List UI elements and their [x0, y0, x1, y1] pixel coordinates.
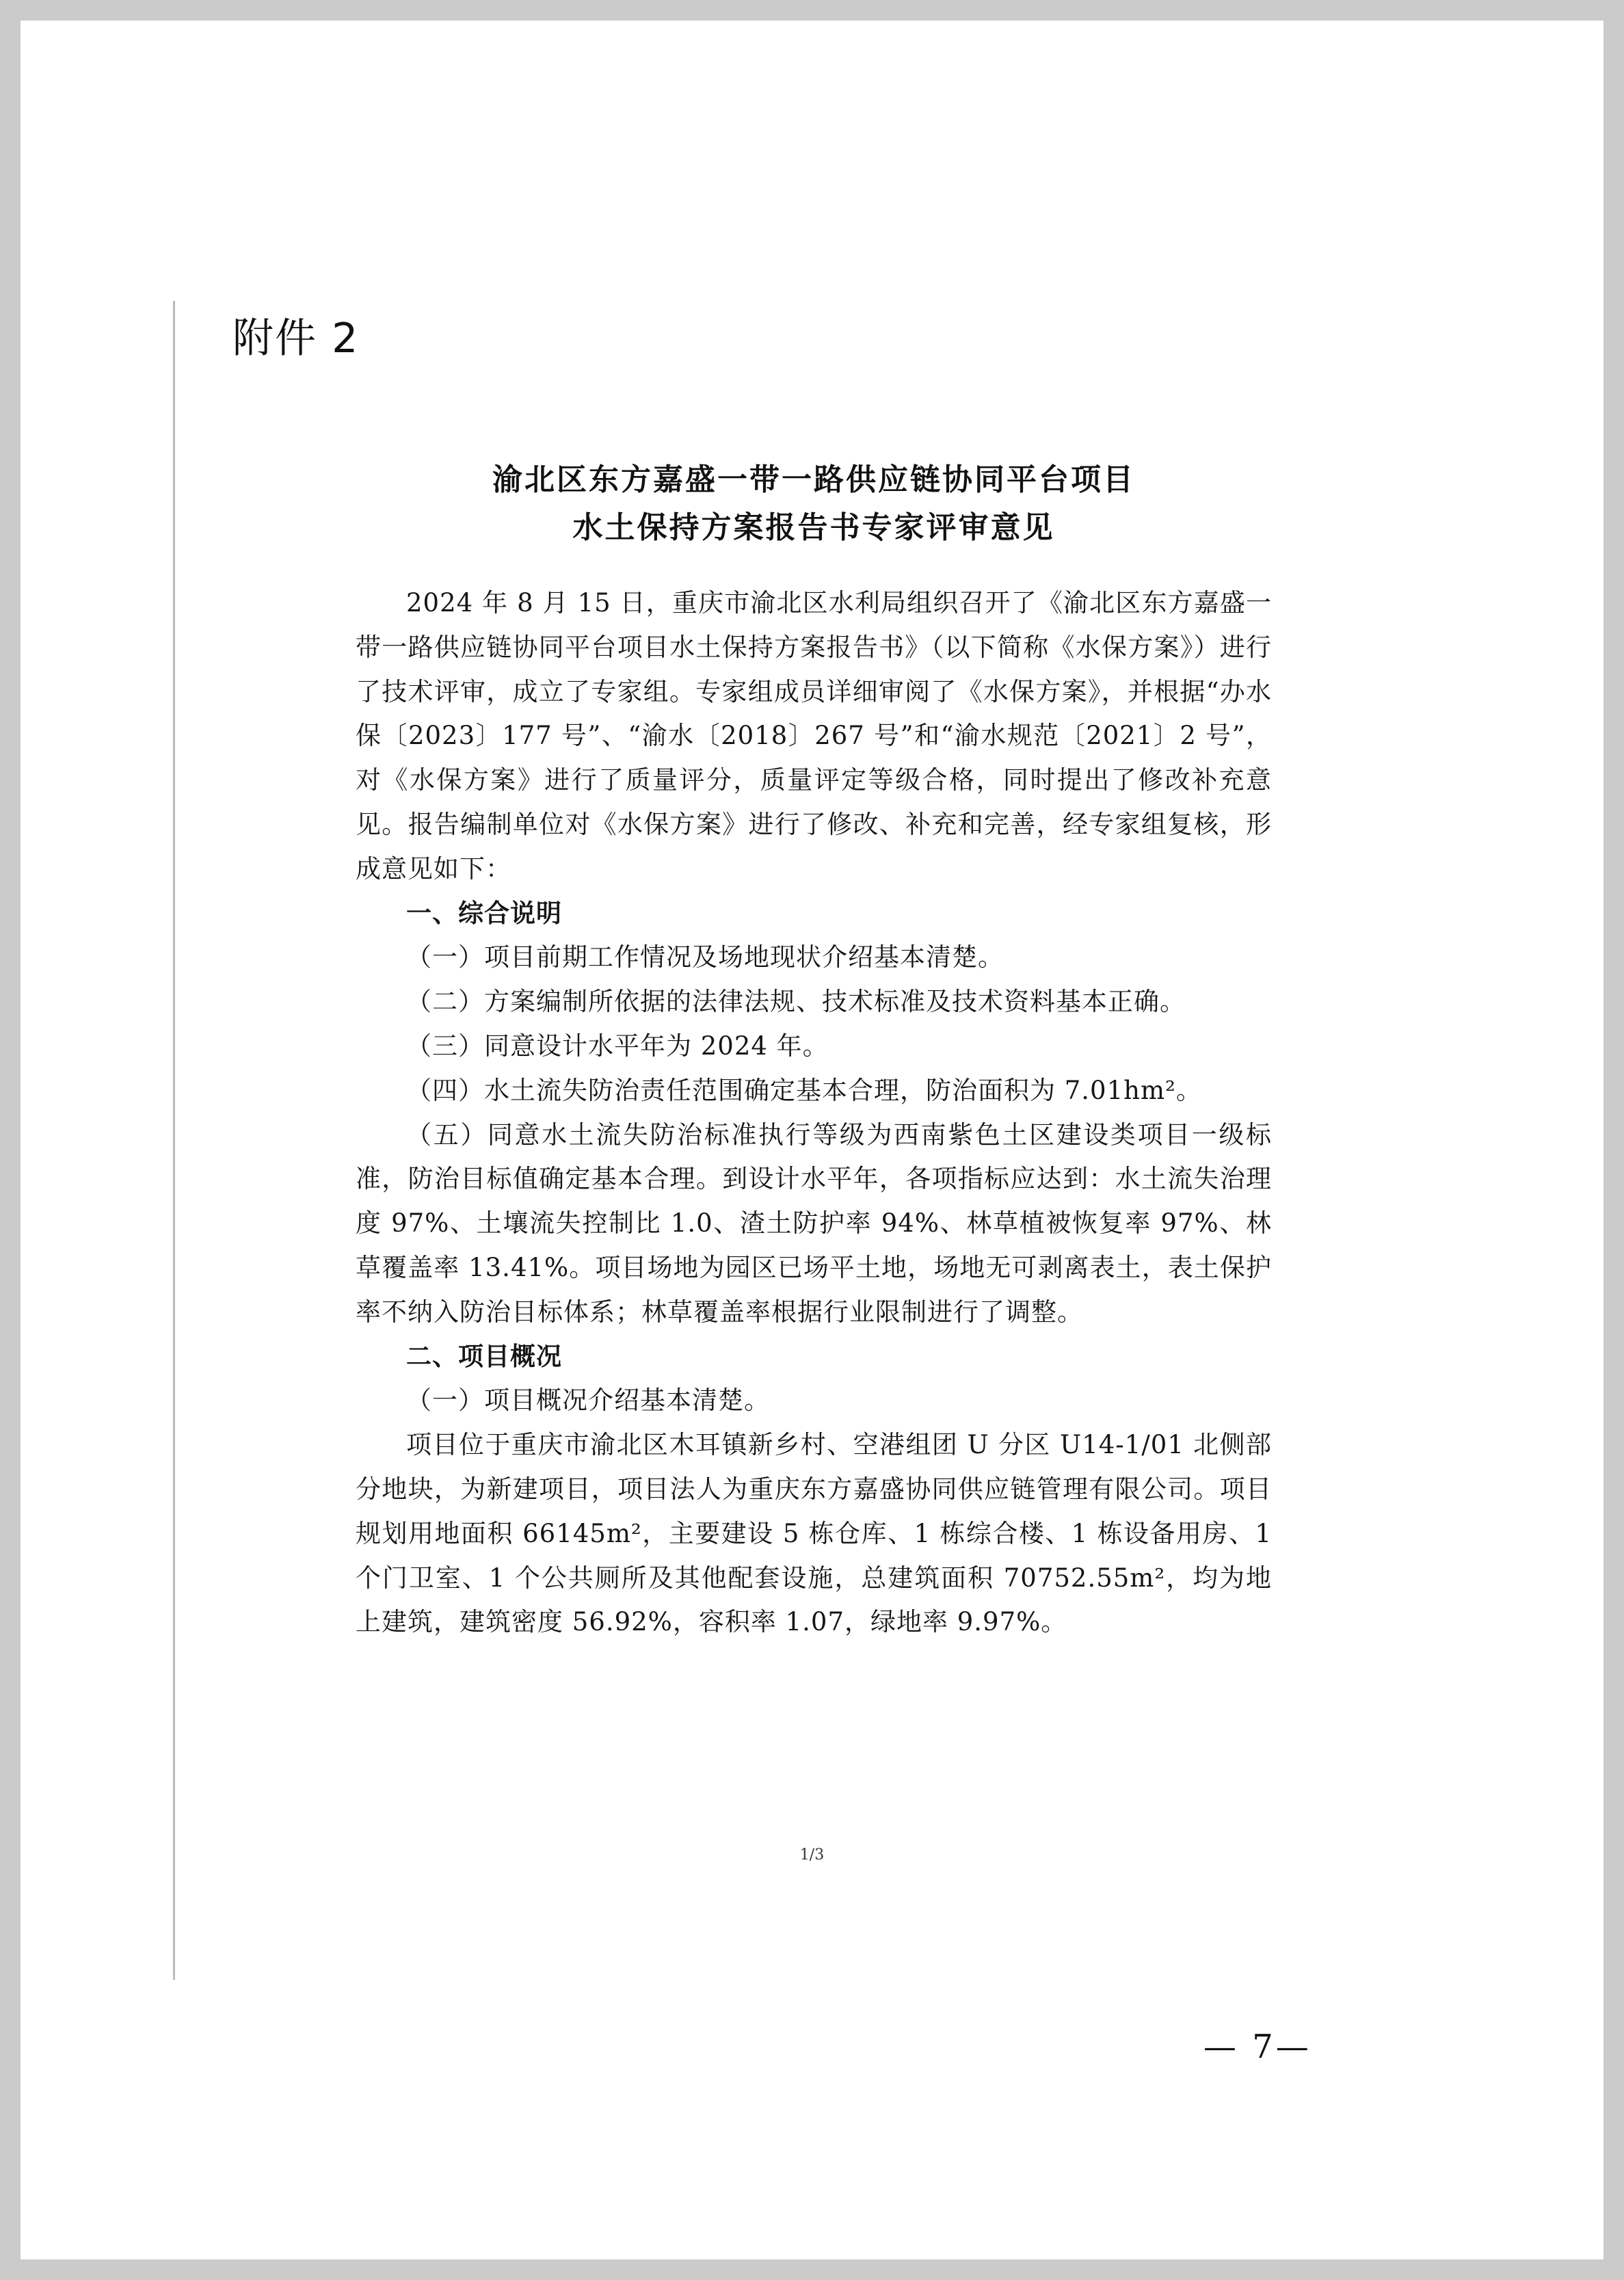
body-paragraph: （五）同意水土流失防治标准执行等级为西南紫色土区建设类项目一级标准，防治目标值确定基本合理。到设计水平年，各项指标应达到：水土流失治理度 97%、土壤流失控制比 1.0、渣土防护率 94%、林草植被恢复率 97%、林草覆盖率 13.41%。项目场地为园区已场平土地，场地无可剥离表土，表土保护率不纳入防治目标体系；林草覆盖率根据行业限制进行了调整。 — [356, 1119, 1272, 1327]
page-number: — 7— — [1203, 2028, 1312, 2066]
body-paragraph: （一）项目概况介绍基本清楚。 — [406, 1386, 770, 1416]
body-paragraph: （四）水土流失防治责任范围确定基本合理，防治面积为 7.01hm²。 — [406, 1075, 1202, 1105]
page-counter: 1/3 — [799, 1846, 825, 1864]
document-title-line-1: 渝北区东方嘉盛一带一路供应链协同平台项目 — [492, 462, 1135, 497]
attachment-label: 附件 2 — [232, 315, 360, 362]
section-heading: 一、综合说明 — [406, 898, 562, 928]
body-paragraph: （二）方案编制所依据的法律法规、技术标准及技术资料基本正确。 — [406, 987, 1186, 1017]
body-paragraph: 项目位于重庆市渝北区木耳镇新乡村、空港组团 U 分区 U14-1/01 北侧部分地块，为新建项目，项目法人为重庆东方嘉盛协同供应链管理有限公司。项目规划用地面积 66145m²，主要建设 5 栋仓库、1 栋综合楼、1 栋设备用房、1 个门卫室、1 个公共厕所及其他配套设施，总建筑面积 70752.55m²，均为地上建筑，建筑密度 56.92%，容积率 1.07，绿地率 9.97%。 — [356, 1430, 1272, 1637]
body-paragraph: （三）同意设计水平年为 2024 年。 — [406, 1031, 829, 1061]
binding-margin-line — [173, 301, 175, 1980]
body-paragraph: 2024 年 8 月 15 日，重庆市渝北区水利局组织召开了《渝北区东方嘉盛一带一路供应链协同平台项目水土保持方案报告书》（以下简称《水保方案》）进行了技术评审，成立了专家组。专家组成员详细审阅了《水保方案》，并根据“办水保〔2023〕177 号”、“渝水〔2018〕267 号”和“渝水规范〔2021〕2 号”，对《水保方案》进行了质量评分，质量评定等级合格，同时提出了修改补充意见。报告编制单位对《水保方案》进行了修改、补充和完善，经专家组复核，形成意见如下： — [356, 588, 1272, 884]
document-title-line-2: 水土保持方案报告书专家评审意见 — [572, 510, 1055, 545]
document-body — [356, 581, 1272, 1645]
section-heading: 二、项目概况 — [406, 1341, 562, 1371]
body-paragraph: （一）项目前期工作情况及场地现状介绍基本清楚。 — [406, 942, 1004, 972]
